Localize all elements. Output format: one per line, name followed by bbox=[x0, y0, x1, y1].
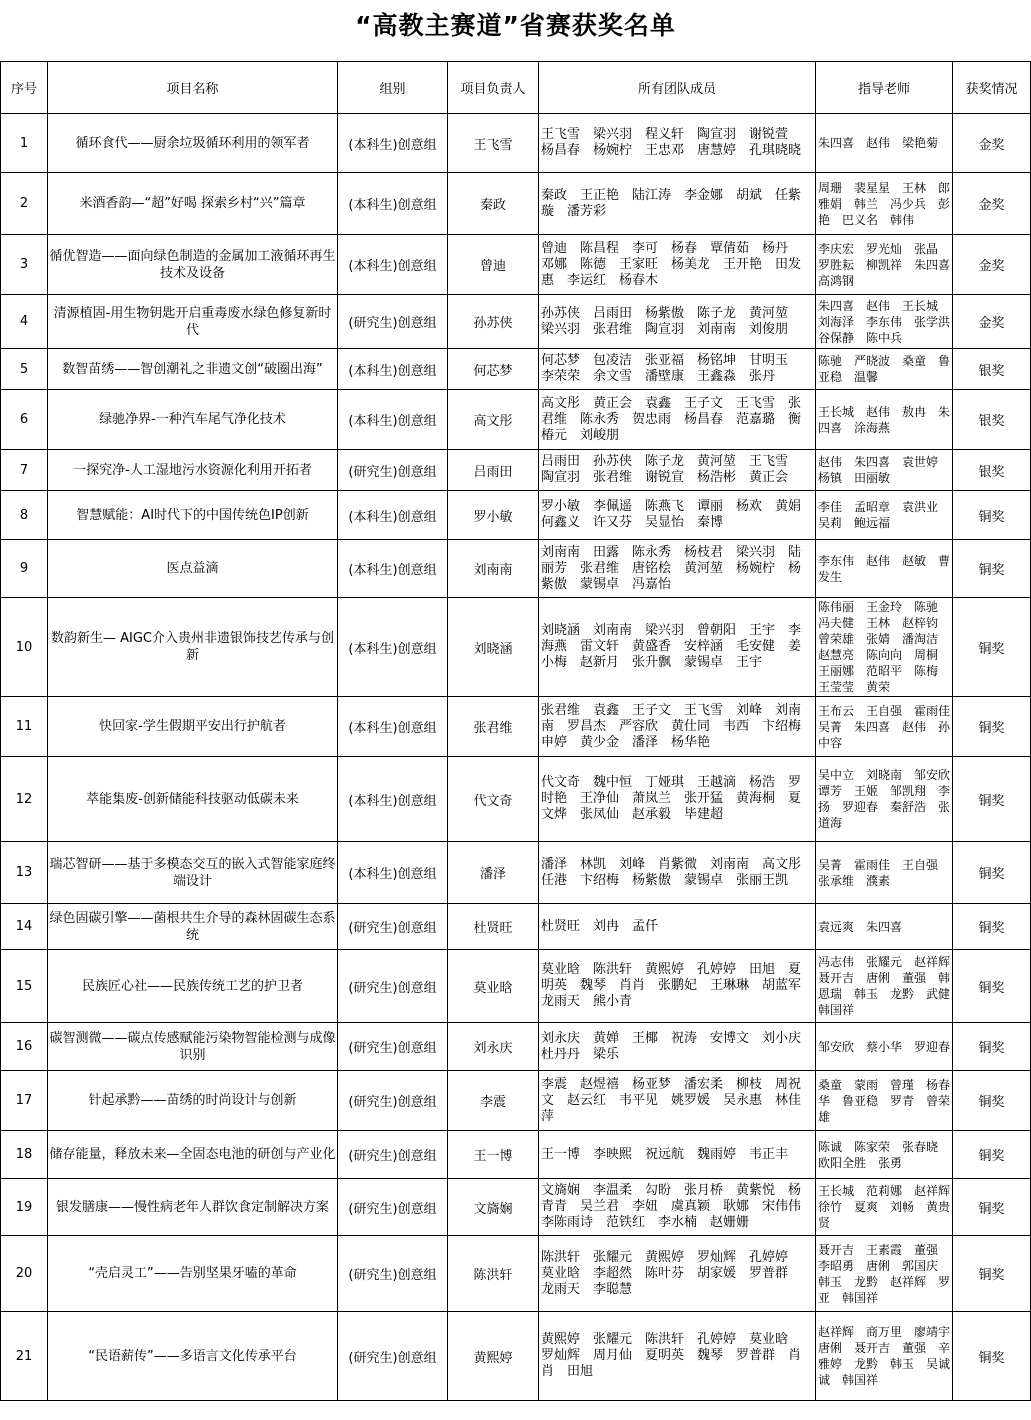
teachers-cell: 邹安欣 蔡小华 罗迎春 bbox=[816, 1023, 953, 1071]
members-cell: 代文奇 魏中恒 丁娅琪 王越滴 杨浩 罗时艳 王净仙 萧岚兰 张开猛 黄海桐 夏文烨 张凤仙 赵承毅 毕建超 bbox=[539, 757, 816, 842]
project-name: 绿色固碳引擎——菌根共生介导的森林固碳生态系统 bbox=[48, 904, 338, 950]
project-name: 民族匠心社——民族传统工艺的护卫者 bbox=[48, 950, 338, 1023]
teachers-cell: 王布云 王自强 霍雨佳 吴菁 朱四喜 赵伟 孙中容 bbox=[816, 697, 953, 757]
row-number: 7 bbox=[1, 450, 48, 491]
row-number: 3 bbox=[1, 235, 48, 295]
project-name: 储存能量，释放未来—全固态电池的研创与产业化 bbox=[48, 1131, 338, 1179]
leader-cell: 文旖娴 bbox=[448, 1179, 539, 1236]
group-cell: (研究生)创意组 bbox=[338, 1312, 448, 1401]
row-number: 6 bbox=[1, 390, 48, 450]
table-row bbox=[1, 491, 1031, 540]
header-leader: 项目负责人 bbox=[448, 62, 539, 114]
group-cell: (本科生)创意组 bbox=[338, 697, 448, 757]
table-row bbox=[1, 1312, 1031, 1401]
table-row bbox=[1, 114, 1031, 173]
award-cell: 铜奖 bbox=[953, 1071, 1031, 1131]
award-cell: 金奖 bbox=[953, 235, 1031, 295]
teachers-cell: 王长城 范莉娜 赵祥辉 徐竹 夏爽 刘畅 黄贵贤 bbox=[816, 1179, 953, 1236]
leader-cell: 高文彤 bbox=[448, 390, 539, 450]
header-no: 序号 bbox=[1, 62, 48, 114]
award-cell: 铜奖 bbox=[953, 1236, 1031, 1312]
group-cell: (研究生)创意组 bbox=[338, 1023, 448, 1071]
leader-cell: 何芯梦 bbox=[448, 349, 539, 390]
group-cell: (研究生)创意组 bbox=[338, 904, 448, 950]
leader-cell: 王飞雪 bbox=[448, 114, 539, 173]
award-table bbox=[0, 61, 1031, 1401]
teachers-cell: 周珊 裴星星 王林 郎雅娟 韩兰 冯少兵 彭艳 巴义名 韩伟 bbox=[816, 173, 953, 235]
table-row bbox=[1, 904, 1031, 950]
row-number: 20 bbox=[1, 1236, 48, 1312]
project-name: 一探究净-人工湿地污水资源化利用开拓者 bbox=[48, 450, 338, 491]
teachers-cell: 朱四喜 赵伟 梁艳菊 bbox=[816, 114, 953, 173]
members-cell: 潘泽 林凯 刘峰 肖紫微 刘南南 高文彤 任港 卞绍梅 杨紫傲 蒙锡卓 张丽王凯 bbox=[539, 842, 816, 904]
award-cell: 金奖 bbox=[953, 295, 1031, 349]
table-row bbox=[1, 295, 1031, 349]
page-title: “高教主赛道”省赛获奖名单 bbox=[355, 11, 676, 40]
award-cell: 铜奖 bbox=[953, 1023, 1031, 1071]
group-cell: (本科生)创意组 bbox=[338, 173, 448, 235]
group-cell: (本科生)创意组 bbox=[338, 114, 448, 173]
header-teachers: 指导老师 bbox=[816, 62, 953, 114]
project-name: “壳启灵工”——告别坚果牙嗑的革命 bbox=[48, 1236, 338, 1312]
members-cell: 王飞雪 梁兴羽 程义轩 陶宣羽 谢锐萱 杨昌春 杨婉柠 王忠邓 唐慧婷 孔琪晓晓 bbox=[539, 114, 816, 173]
teachers-cell: 袁远爽 朱四喜 bbox=[816, 904, 953, 950]
members-cell: 秦政 王正艳 陆江涛 李金娜 胡斌 任紫璇 潘芳彩 bbox=[539, 173, 816, 235]
row-number: 11 bbox=[1, 697, 48, 757]
members-cell: 陈洪轩 张耀元 黄熙婷 罗灿辉 孔婷婷 莫业晗 李超然 陈叶芬 胡家媛 罗普群 龙雨天 李聪慧 bbox=[539, 1236, 816, 1312]
leader-cell: 曾迪 bbox=[448, 235, 539, 295]
project-name: 数智苗绣——智创潮礼之非遗文创“破圈出海” bbox=[48, 349, 338, 390]
project-name: 米酒香韵—“超”好喝 探索乡村“兴”篇章 bbox=[48, 173, 338, 235]
header-group: 组别 bbox=[338, 62, 448, 114]
group-cell: (研究生)创意组 bbox=[338, 1236, 448, 1312]
project-name: 智慧赋能：AI时代下的中国传统色IP创新 bbox=[48, 491, 338, 540]
members-cell: 杜贤旺 刘冉 孟仟 bbox=[539, 904, 816, 950]
row-number: 4 bbox=[1, 295, 48, 349]
table-row bbox=[1, 697, 1031, 757]
award-cell: 铜奖 bbox=[953, 491, 1031, 540]
row-number: 2 bbox=[1, 173, 48, 235]
group-cell: (研究生)创意组 bbox=[338, 295, 448, 349]
leader-cell: 莫业晗 bbox=[448, 950, 539, 1023]
award-cell: 铜奖 bbox=[953, 697, 1031, 757]
group-cell: (研究生)创意组 bbox=[338, 450, 448, 491]
teachers-cell: 李东伟 赵伟 赵敏 曹发生 bbox=[816, 540, 953, 598]
project-name: 萃能集废-创新储能科技驱动低碳未来 bbox=[48, 757, 338, 842]
teachers-cell: 陈诚 陈家荣 张春晓 欧阳全胜 张勇 bbox=[816, 1131, 953, 1179]
teachers-cell: 吴菁 霍雨佳 王自强 张承维 濮素 bbox=[816, 842, 953, 904]
leader-cell: 陈洪轩 bbox=[448, 1236, 539, 1312]
table-row bbox=[1, 540, 1031, 598]
project-name: 银发膳康——慢性病老年人群饮食定制解决方案 bbox=[48, 1179, 338, 1236]
table-row bbox=[1, 1071, 1031, 1131]
teachers-cell: 李佳 孟昭章 袁洪业 吴莉 鲍远福 bbox=[816, 491, 953, 540]
group-cell: (本科生)创意组 bbox=[338, 540, 448, 598]
teachers-cell: 聂开吉 王素霞 董强 李昭勇 唐俐 郭国庆 韩玉 龙黔 赵祥辉 罗亚 韩国祥 bbox=[816, 1236, 953, 1312]
group-cell: (本科生)创意组 bbox=[338, 235, 448, 295]
row-number: 18 bbox=[1, 1131, 48, 1179]
group-cell: (研究生)创意组 bbox=[338, 950, 448, 1023]
members-cell: 黄熙婷 张耀元 陈洪轩 孔婷婷 莫业晗 罗灿辉 周月仙 夏明英 魏琴 罗普群 肖肖 田旭 bbox=[539, 1312, 816, 1401]
table-row bbox=[1, 235, 1031, 295]
row-number: 14 bbox=[1, 904, 48, 950]
row-number: 9 bbox=[1, 540, 48, 598]
project-name: 清源植固-用生物钥匙开启重毒废水绿色修复新时代 bbox=[48, 295, 338, 349]
leader-cell: 王一博 bbox=[448, 1131, 539, 1179]
project-name: 瑞芯智研——基于多模态交互的嵌入式智能家庭终端设计 bbox=[48, 842, 338, 904]
members-cell: 莫业晗 陈洪轩 黄熙婷 孔婷婷 田旭 夏明英 魏琴 肖肖 张鹏妃 王琳琳 胡蓝军 龙雨天 熊小青 bbox=[539, 950, 816, 1023]
members-cell: 张君维 袁鑫 王子文 王飞雪 刘峰 刘南南 罗昌杰 严容欣 黄仕同 韦西 卞绍梅 申婷 黄少金 潘泽 杨华艳 bbox=[539, 697, 816, 757]
table-row bbox=[1, 1023, 1031, 1071]
project-name: “民语薪传”——多语言文化传承平台 bbox=[48, 1312, 338, 1401]
award-cell: 银奖 bbox=[953, 450, 1031, 491]
teachers-cell: 冯志伟 张耀元 赵祥辉 聂开吉 唐俐 董强 韩恩瑞 韩玉 龙黔 武健 韩国祥 bbox=[816, 950, 953, 1023]
teachers-cell: 赵伟 朱四喜 袁世婷 杨镇 田丽敏 bbox=[816, 450, 953, 491]
award-cell: 金奖 bbox=[953, 114, 1031, 173]
group-cell: (研究生)创意组 bbox=[338, 1179, 448, 1236]
table-row bbox=[1, 349, 1031, 390]
award-cell: 铜奖 bbox=[953, 950, 1031, 1023]
row-number: 13 bbox=[1, 842, 48, 904]
members-cell: 文旖娴 李温柔 勾盼 张月桥 黄紫悦 杨青青 吴兰君 李妞 虞真颖 耿娜 宋伟伟 李陈雨诗 范铁红 李水楠 赵姗姗 bbox=[539, 1179, 816, 1236]
award-cell: 铜奖 bbox=[953, 540, 1031, 598]
group-cell: (研究生)创意组 bbox=[338, 1071, 448, 1131]
members-cell: 刘晓涵 刘南南 梁兴羽 曾朝阳 王宇 李海燕 雷文轩 黄盛香 安梓涵 毛安健 姜小梅 赵新月 张升飘 蒙锡卓 王宇 bbox=[539, 598, 816, 697]
row-number: 8 bbox=[1, 491, 48, 540]
project-name: 碳智测微——碳点传感赋能污染物智能检测与成像识别 bbox=[48, 1023, 338, 1071]
group-cell: (本科生)创意组 bbox=[338, 598, 448, 697]
project-name: 绿驰净界-一种汽车尾气净化技术 bbox=[48, 390, 338, 450]
members-cell: 李震 赵煜禧 杨亚梦 潘宏柔 柳枝 周祝文 赵云红 韦平见 姚罗媛 吴永惠 林佳萍 bbox=[539, 1071, 816, 1131]
leader-cell: 刘永庆 bbox=[448, 1023, 539, 1071]
header-project-name: 项目名称 bbox=[48, 62, 338, 114]
table-row bbox=[1, 598, 1031, 697]
award-cell: 银奖 bbox=[953, 390, 1031, 450]
members-cell: 罗小敏 李佩遥 陈燕飞 谭丽 杨欢 黄娟 何鑫义 许又芬 吴显怡 秦博 bbox=[539, 491, 816, 540]
header-award: 获奖情况 bbox=[953, 62, 1031, 114]
row-number: 15 bbox=[1, 950, 48, 1023]
leader-cell: 杜贤旺 bbox=[448, 904, 539, 950]
group-cell: (本科生)创意组 bbox=[338, 491, 448, 540]
award-cell: 银奖 bbox=[953, 349, 1031, 390]
leader-cell: 代文奇 bbox=[448, 757, 539, 842]
award-cell: 铜奖 bbox=[953, 1179, 1031, 1236]
leader-cell: 张君维 bbox=[448, 697, 539, 757]
leader-cell: 孙苏侠 bbox=[448, 295, 539, 349]
header-members: 所有团队成员 bbox=[539, 62, 816, 114]
leader-cell: 黄熙婷 bbox=[448, 1312, 539, 1401]
group-cell: (本科生)创意组 bbox=[338, 349, 448, 390]
row-number: 12 bbox=[1, 757, 48, 842]
members-cell: 刘永庆 黄婵 王椰 祝涛 安博文 刘小庆 杜丹丹 梁乐 bbox=[539, 1023, 816, 1071]
leader-cell: 罗小敏 bbox=[448, 491, 539, 540]
teachers-cell: 吴中立 刘晓南 邹安欣 谭芳 王姬 邹凯翔 李扬 罗迎春 秦舒浩 张道海 bbox=[816, 757, 953, 842]
group-cell: (本科生)创意组 bbox=[338, 390, 448, 450]
teachers-cell: 王长城 赵伟 敖冉 朱四喜 涂海燕 bbox=[816, 390, 953, 450]
award-cell: 金奖 bbox=[953, 173, 1031, 235]
leader-cell: 吕雨田 bbox=[448, 450, 539, 491]
row-number: 17 bbox=[1, 1071, 48, 1131]
award-cell: 铜奖 bbox=[953, 842, 1031, 904]
project-name: 针起承黔——苗绣的时尚设计与创新 bbox=[48, 1071, 338, 1131]
leader-cell: 秦政 bbox=[448, 173, 539, 235]
leader-cell: 潘泽 bbox=[448, 842, 539, 904]
leader-cell: 刘晓涵 bbox=[448, 598, 539, 697]
teachers-cell: 陈伟丽 王金玲 陈驰 冯夫健 王林 赵梓钧 曾荣雄 张婧 潘淘洁 赵慧亮 陈向向 周桐 王丽娜 范昭平 陈梅 王莹莹 黄荣 bbox=[816, 598, 953, 697]
leader-cell: 刘南南 bbox=[448, 540, 539, 598]
project-name: 循环食代——厨余垃圾循环利用的领军者 bbox=[48, 114, 338, 173]
row-number: 5 bbox=[1, 349, 48, 390]
row-number: 10 bbox=[1, 598, 48, 697]
project-name: 数韵新生— AIGC介入贵州非遗银饰技艺传承与创新 bbox=[48, 598, 338, 697]
row-number: 1 bbox=[1, 114, 48, 173]
table-row bbox=[1, 390, 1031, 450]
award-cell: 铜奖 bbox=[953, 1131, 1031, 1179]
members-cell: 王一博 李映熙 祝远航 魏雨婷 韦正丰 bbox=[539, 1131, 816, 1179]
table-row bbox=[1, 1236, 1031, 1312]
row-number: 16 bbox=[1, 1023, 48, 1071]
table-row bbox=[1, 757, 1031, 842]
project-name: 医点益滴 bbox=[48, 540, 338, 598]
table-row bbox=[1, 173, 1031, 235]
row-number: 19 bbox=[1, 1179, 48, 1236]
teachers-cell: 朱四喜 赵伟 王长城 刘海泽 李东伟 张学洪 谷保静 陈中兵 bbox=[816, 295, 953, 349]
award-cell: 铜奖 bbox=[953, 757, 1031, 842]
teachers-cell: 桑童 蒙雨 曾瑾 杨春华 鲁亚稳 罗青 曾荣雄 bbox=[816, 1071, 953, 1131]
teachers-cell: 赵祥辉 商万里 廖靖宇 唐俐 聂开吉 董强 辛雅婷 龙黔 韩玉 吴诚诚 韩国祥 bbox=[816, 1312, 953, 1401]
members-cell: 孙苏侠 吕雨田 杨紫傲 陈子龙 黄河堃 梁兴羽 张君维 陶宣羽 刘南南 刘俊朋 bbox=[539, 295, 816, 349]
members-cell: 曾迪 陈昌程 李可 杨春 覃倩茹 杨丹 邓娜 陈德 王家旺 杨美龙 王开艳 田发惠 李运红 杨春木 bbox=[539, 235, 816, 295]
teachers-cell: 陈驰 严晓波 桑童 鲁亚稳 温馨 bbox=[816, 349, 953, 390]
row-number: 21 bbox=[1, 1312, 48, 1401]
members-cell: 何芯梦 包凌洁 张亚福 杨铭坤 甘明玉 李荣荣 余文雪 潘壁康 王鑫淼 张丹 bbox=[539, 349, 816, 390]
award-cell: 铜奖 bbox=[953, 598, 1031, 697]
award-cell: 铜奖 bbox=[953, 904, 1031, 950]
table-row bbox=[1, 842, 1031, 904]
teachers-cell: 李庆宏 罗光灿 张晶 罗胜耘 柳凯祥 朱四喜 高鸿钢 bbox=[816, 235, 953, 295]
table-row bbox=[1, 450, 1031, 491]
members-cell: 高文彤 黄正会 袁鑫 王子文 王飞雪 张君维 陈永秀 贺忠雨 杨昌春 范嘉璐 衡椿元 刘峻朋 bbox=[539, 390, 816, 450]
group-cell: (本科生)创意组 bbox=[338, 842, 448, 904]
table-row bbox=[1, 1179, 1031, 1236]
project-name: 循优智造——面向绿色制造的金属加工液循环再生技术及设备 bbox=[48, 235, 338, 295]
header-row bbox=[1, 62, 1031, 114]
award-cell: 铜奖 bbox=[953, 1312, 1031, 1401]
leader-cell: 李震 bbox=[448, 1071, 539, 1131]
table-row bbox=[1, 1131, 1031, 1179]
table-row bbox=[1, 950, 1031, 1023]
members-cell: 刘南南 田露 陈永秀 杨枝君 梁兴羽 陆丽芳 张君维 唐铭桧 黄河堃 杨婉柠 杨紫傲 蒙锡卓 冯嘉怡 bbox=[539, 540, 816, 598]
project-name: 快回家-学生假期平安出行护航者 bbox=[48, 697, 338, 757]
group-cell: (本科生)创意组 bbox=[338, 757, 448, 842]
members-cell: 吕雨田 孙苏侠 陈子龙 黄河堃 王飞雪 陶宣羽 张君维 谢锐宣 杨浩彬 黄正会 bbox=[539, 450, 816, 491]
group-cell: (研究生)创意组 bbox=[338, 1131, 448, 1179]
